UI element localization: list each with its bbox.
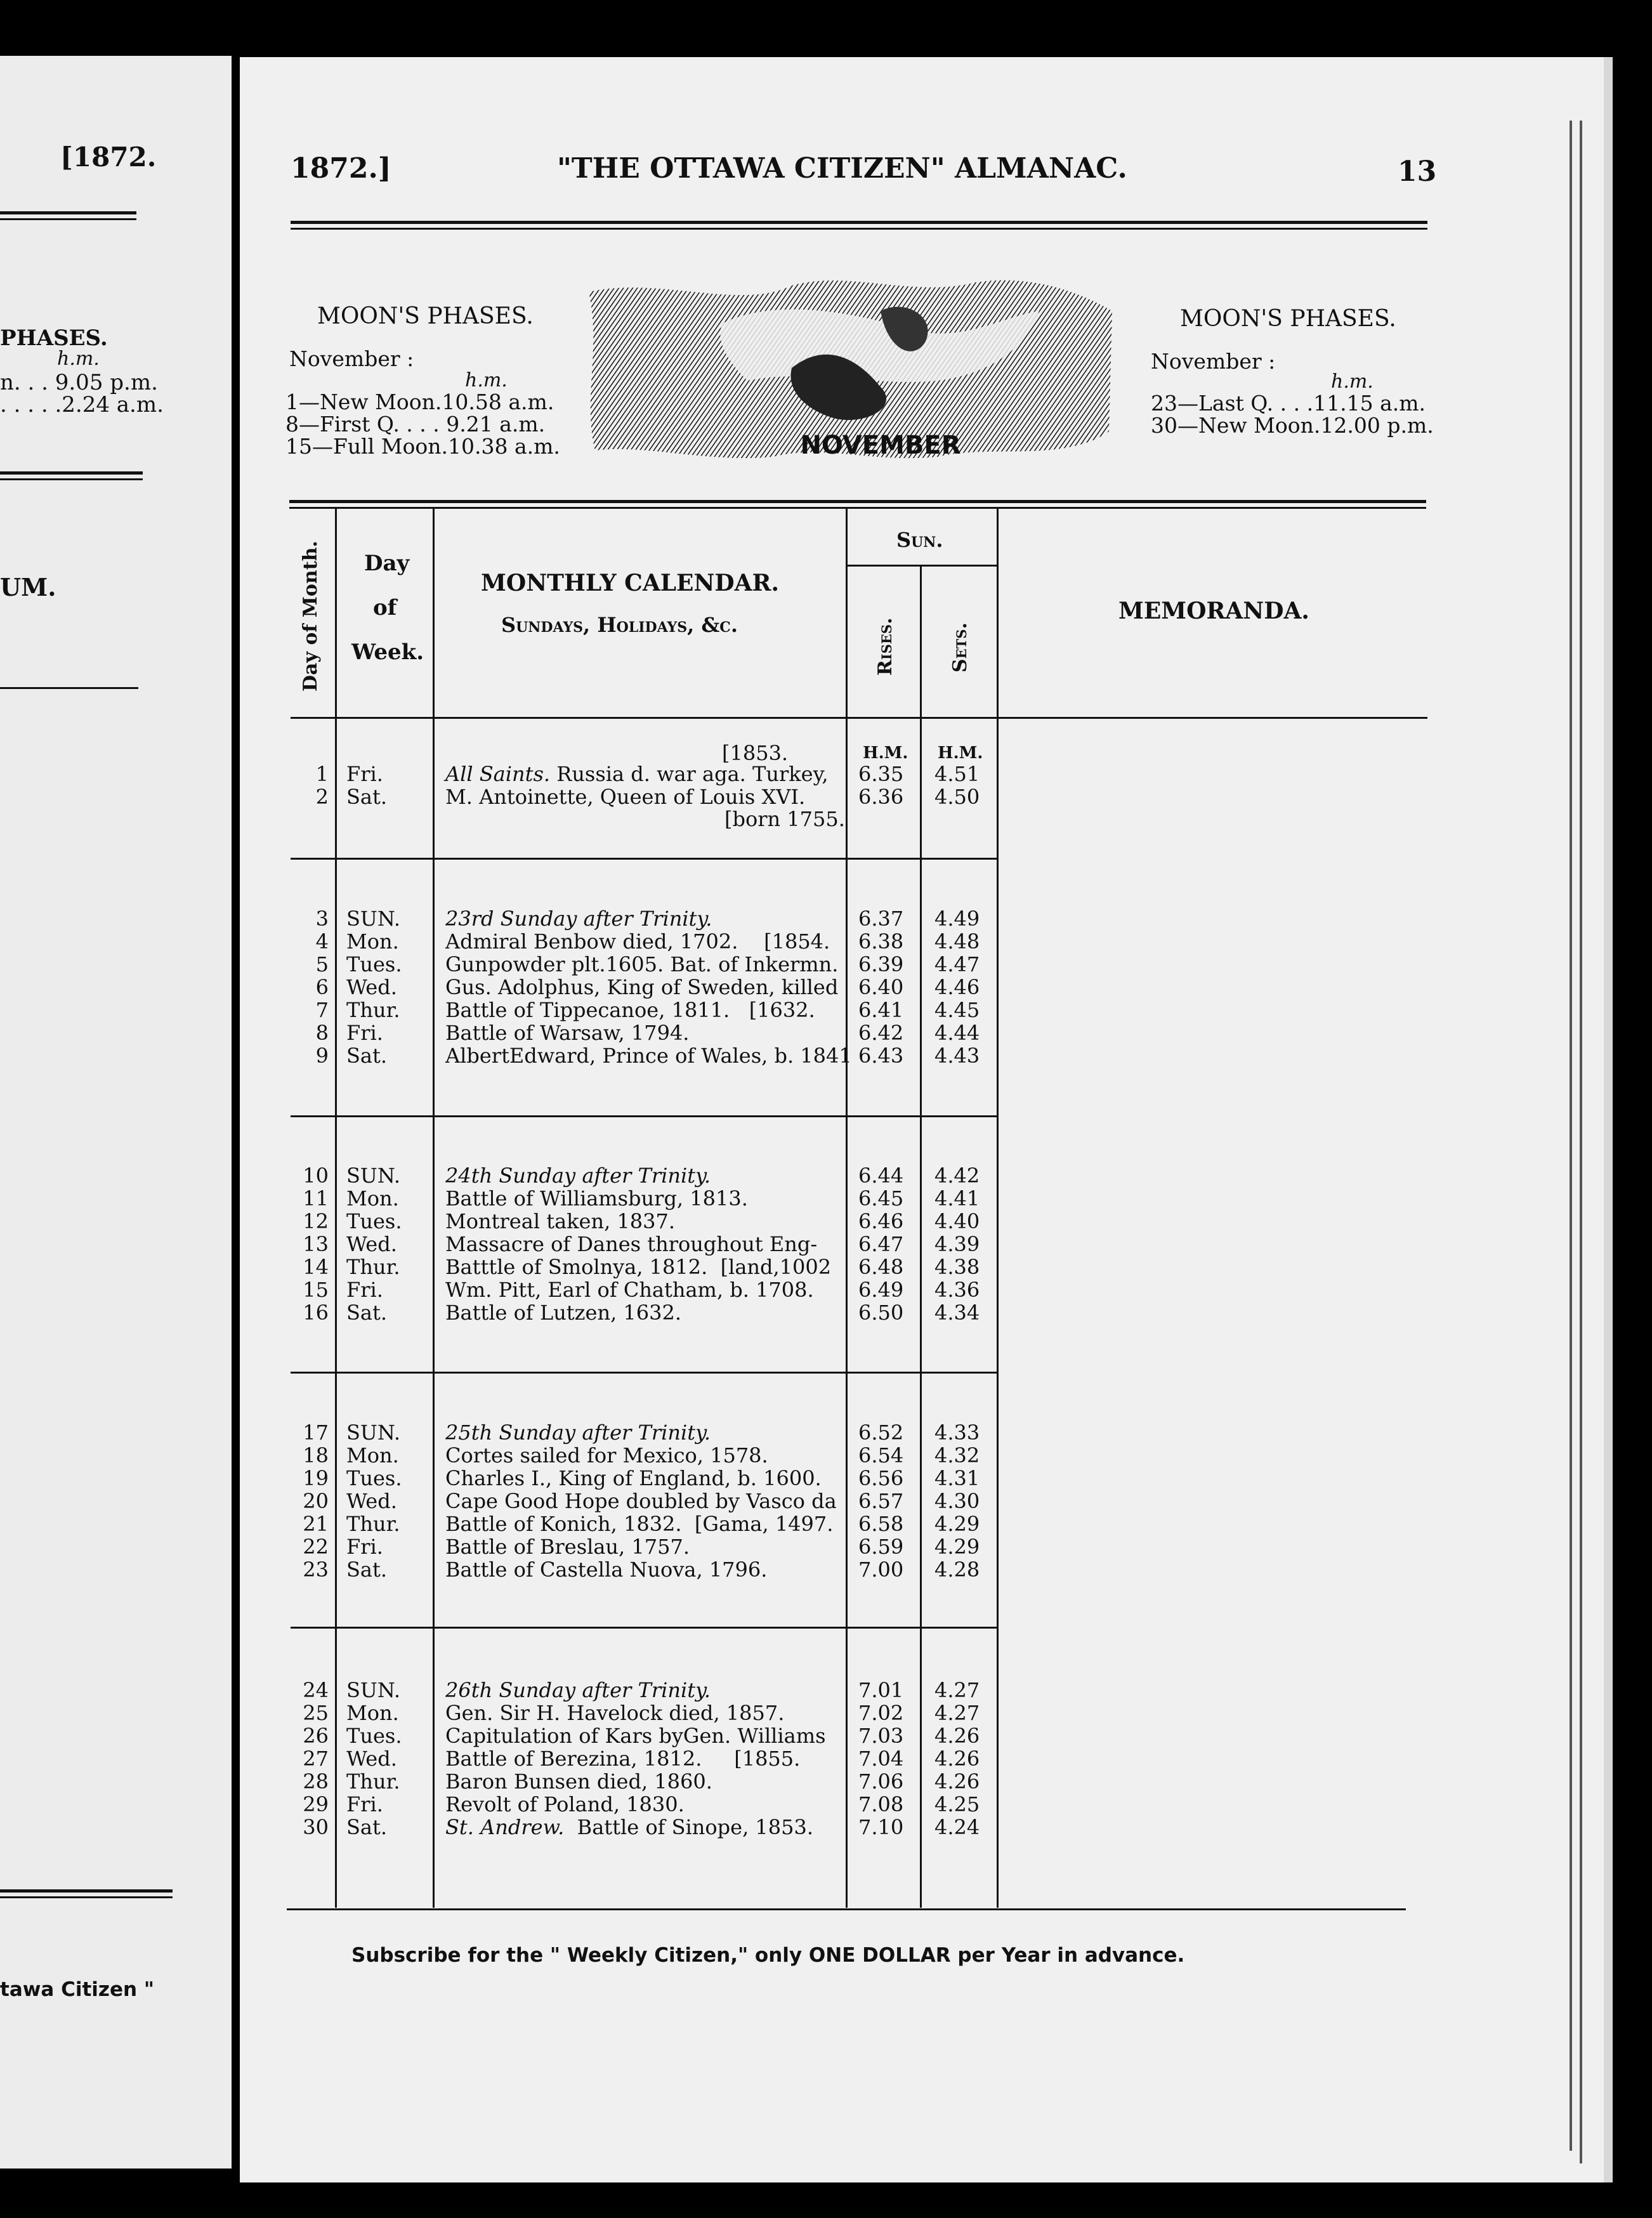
weekday: SUN.: [346, 1164, 401, 1188]
day-number: 9: [315, 1044, 329, 1068]
col-day-of-month: Day of Month.: [299, 541, 322, 692]
event-text: [445, 1256, 831, 1278]
almanac-page: [240, 57, 1613, 2182]
page-edge: [1580, 121, 1582, 2163]
sunset-time: 4.41: [934, 1186, 980, 1211]
event-text: [445, 907, 712, 930]
week-rule: [291, 1115, 997, 1117]
event-description: Capitulation of Kars byGen. Williams: [445, 1724, 826, 1748]
left-page-um: UM.: [0, 573, 56, 601]
left-rule: [0, 471, 143, 480]
sunset-time: 4.42: [934, 1164, 980, 1188]
day-number: 26: [303, 1724, 329, 1748]
moon-right-title: MOON'S PHASES.: [1180, 306, 1396, 332]
sunrise-time: 6.42: [858, 1021, 904, 1045]
event-text: [445, 1044, 852, 1067]
note-1853: [1853.: [722, 741, 789, 765]
sunset-time: 4.34: [934, 1301, 980, 1325]
table-bottom-rule: [287, 1908, 1406, 1910]
sunrise-time: 6.39: [858, 952, 904, 976]
sunrise-time: 6.38: [858, 929, 904, 954]
left-page-line1: n. . . 9.05 p.m.: [0, 370, 158, 395]
left-rule: [0, 1889, 173, 1898]
event-text: [445, 999, 815, 1021]
event-text: [445, 1793, 685, 1816]
moon-left-hm: h.m.: [465, 369, 508, 391]
day-number: 10: [303, 1164, 329, 1188]
event-description: Battle of Breslau, 1757.: [445, 1535, 690, 1559]
sunrise-time: 6.58: [858, 1512, 904, 1536]
event-description: Gunpowder plt.1605. Bat. of Inkermn.: [445, 952, 839, 976]
weekday: Tues.: [346, 1724, 402, 1748]
weekday: Thur.: [346, 1512, 400, 1536]
sunset-time: 4.27: [934, 1701, 980, 1725]
sunrise-time: 7.06: [858, 1769, 904, 1794]
sunrise-time: 6.40: [858, 975, 904, 999]
sunset-time: 4.33: [934, 1421, 980, 1445]
col-of: of: [373, 595, 397, 620]
weekday: Fri.: [346, 762, 383, 786]
weekday: Mon.: [346, 1443, 399, 1467]
day-number: 20: [303, 1489, 329, 1513]
event-description: Battle of Berezina, 1812. [1855.: [445, 1747, 801, 1771]
weekday: Tues.: [346, 1466, 402, 1490]
sunset-time: 4.32: [934, 1443, 980, 1467]
sunrise-time: 6.43: [858, 1044, 904, 1068]
event-description: Wm. Pitt, Earl of Chatham, b. 1708.: [445, 1278, 814, 1302]
event-text: [445, 1535, 690, 1558]
event-text: [445, 763, 829, 785]
weekday: Sat.: [346, 1301, 388, 1325]
weekday: Mon.: [346, 929, 399, 954]
sunset-time: 4.26: [934, 1724, 980, 1748]
column-rule: [920, 565, 922, 1908]
event-text: [445, 1233, 817, 1256]
sunset-time: 4.36: [934, 1278, 980, 1302]
sunset-time: 4.26: [934, 1769, 980, 1794]
weekday: Sat.: [346, 1558, 388, 1582]
sunset-time: 4.29: [934, 1535, 980, 1559]
sunrise-time: 6.46: [858, 1209, 904, 1233]
event-emphasis: 24th Sunday after Trinity.: [445, 1164, 711, 1188]
event-emphasis: St. Andrew.: [445, 1815, 565, 1839]
sunrise-time: 6.54: [858, 1443, 904, 1467]
sunrise-time: 6.41: [858, 998, 904, 1022]
event-text: [445, 1421, 711, 1444]
day-number: 19: [303, 1466, 329, 1490]
event-description: Cape Good Hope doubled by Vasco da: [445, 1489, 837, 1513]
day-number: 1: [315, 762, 329, 786]
event-text: [445, 1444, 768, 1467]
weekday: SUN.: [346, 1421, 401, 1445]
event-text: [445, 1702, 784, 1724]
note-born-1755: [born 1755.: [724, 807, 845, 831]
event-text: [445, 1770, 712, 1793]
day-number: 28: [303, 1769, 329, 1794]
event-description: AlbertEdward, Prince of Wales, b. 1841: [445, 1044, 852, 1068]
event-description: Charles I., King of England, b. 1600.: [445, 1466, 822, 1490]
left-page-year: [1872.: [60, 141, 157, 173]
table-top-rule: [289, 500, 1426, 509]
sunrise-time: 7.08: [858, 1792, 904, 1816]
weekday: Wed.: [346, 1489, 397, 1513]
col-calendar: MONTHLY CALENDAR.: [481, 570, 780, 596]
event-description: Massacre of Danes throughout Eng-: [445, 1232, 818, 1256]
event-text: [445, 785, 805, 808]
sunrise-time: 6.37: [858, 907, 904, 931]
weekday: Sat.: [346, 785, 388, 809]
event-description: M. Antoinette, Queen of Louis XVI.: [445, 785, 806, 809]
sunset-time: 4.38: [934, 1255, 980, 1279]
weekday: Thur.: [346, 998, 400, 1022]
sunset-time: 4.51: [934, 762, 980, 786]
sunset-time: 4.46: [934, 975, 980, 999]
day-number: 4: [315, 929, 329, 954]
event-text: [445, 1679, 711, 1702]
sunrise-time: 6.48: [858, 1255, 904, 1279]
week-rule: [291, 1627, 997, 1629]
event-text: [445, 1021, 689, 1044]
weekday: Wed.: [346, 975, 397, 999]
event-emphasis: 26th Sunday after Trinity.: [445, 1678, 711, 1702]
hm-sets: H.M.: [938, 744, 983, 763]
header-rule: [291, 221, 1427, 230]
event-text: [445, 953, 838, 976]
weekday: Fri.: [346, 1535, 383, 1559]
sunset-time: 4.48: [934, 929, 980, 954]
sunrise-time: 6.50: [858, 1301, 904, 1325]
page-edge: [1570, 121, 1572, 2151]
weekday: Tues.: [346, 1209, 402, 1233]
event-description: Battle of Sinope, 1853.: [564, 1815, 814, 1839]
day-number: 7: [315, 998, 329, 1022]
sunset-time: 4.27: [934, 1678, 980, 1702]
sunrise-time: 6.59: [858, 1535, 904, 1559]
event-text: [445, 930, 830, 953]
day-number: 14: [303, 1255, 329, 1279]
moon-left-entry: 1—New Moon.10.58 a.m.: [285, 390, 554, 414]
sunrise-time: 6.56: [858, 1466, 904, 1490]
event-text: [445, 1490, 837, 1513]
weekday: SUN.: [346, 907, 401, 931]
event-description: Battle of Tippecanoe, 1811. [1632.: [445, 998, 815, 1022]
left-rule: [0, 211, 136, 220]
col-memoranda: MEMORANDA.: [1118, 598, 1309, 624]
november-banner: NOVEMBER: [800, 431, 961, 460]
page-number: 13: [1398, 155, 1437, 188]
event-text: [445, 1816, 813, 1839]
event-description: Montreal taken, 1837.: [445, 1209, 676, 1233]
event-description: Battle of Castella Nuova, 1796.: [445, 1558, 768, 1582]
sunrise-time: 7.10: [858, 1815, 904, 1839]
event-emphasis: 23rd Sunday after Trinity.: [445, 907, 712, 931]
moon-right-month: November :: [1151, 349, 1276, 374]
sunrise-time: 7.03: [858, 1724, 904, 1748]
sunrise-time: 7.01: [858, 1678, 904, 1702]
day-number: 18: [303, 1443, 329, 1467]
event-description: Battle of Williamsburg, 1813.: [445, 1186, 748, 1211]
event-description: Russia d. war aga. Turkey,: [550, 762, 829, 786]
day-number: 6: [315, 975, 329, 999]
sunset-time: 4.43: [934, 1044, 980, 1068]
weekday: Wed.: [346, 1232, 397, 1256]
col-sun: Sun.: [896, 528, 943, 552]
sunset-time: 4.47: [934, 952, 980, 976]
november-engraving-icon: [582, 273, 1115, 463]
day-number: 16: [303, 1301, 329, 1325]
event-description: Admiral Benbow died, 1702. [1854.: [445, 929, 830, 954]
sunrise-time: 7.00: [858, 1558, 904, 1582]
event-emphasis: All Saints.: [445, 762, 551, 786]
sunset-time: 4.39: [934, 1232, 980, 1256]
sunset-time: 4.24: [934, 1815, 980, 1839]
sunrise-time: 6.44: [858, 1164, 904, 1188]
left-page-line2: . . . . .2.24 a.m.: [0, 392, 164, 417]
header-bottom-rule: [291, 717, 1427, 719]
event-description: Baron Bunsen died, 1860.: [445, 1769, 712, 1794]
weekday: Tues.: [346, 952, 402, 976]
day-number: 5: [315, 952, 329, 976]
moon-left-entry: 15—Full Moon.10.38 a.m.: [285, 434, 560, 459]
event-text: [445, 1278, 814, 1301]
weekday: Fri.: [346, 1278, 383, 1302]
moon-left-entry: 8—First Q. . . . 9.21 a.m.: [285, 412, 546, 436]
event-text: [445, 1558, 767, 1581]
sunrise-time: 6.57: [858, 1489, 904, 1513]
moon-right-entry: 30—New Moon.12.00 p.m.: [1151, 413, 1434, 438]
hm-rises: H.M.: [863, 744, 908, 763]
sunrise-time: 7.02: [858, 1701, 904, 1725]
day-number: 2: [315, 785, 329, 809]
sunrise-time: 6.52: [858, 1421, 904, 1445]
weekday: Wed.: [346, 1747, 397, 1771]
weekday: Mon.: [346, 1701, 399, 1725]
day-number: 27: [303, 1747, 329, 1771]
header-title: "THE OTTAWA CITIZEN" ALMANAC.: [557, 152, 1127, 185]
event-description: Cortes sailed for Mexico, 1578.: [445, 1443, 768, 1467]
header-year: 1872.]: [291, 152, 391, 185]
left-page-hm: h.m.: [57, 348, 100, 370]
day-number: 30: [303, 1815, 329, 1839]
event-description: Gus. Adolphus, King of Sweden, killed: [445, 975, 839, 999]
col-calendar-sub: Sundays, Holidays, &c.: [501, 613, 738, 637]
event-text: [445, 1513, 833, 1535]
sunset-time: 4.30: [934, 1489, 980, 1513]
day-number: 3: [315, 907, 329, 931]
sunrise-time: 6.47: [858, 1232, 904, 1256]
day-number: 17: [303, 1421, 329, 1445]
day-number: 24: [303, 1678, 329, 1702]
sun-rule: [846, 565, 997, 567]
day-number: 22: [303, 1535, 329, 1559]
weekday: Fri.: [346, 1792, 383, 1816]
sunset-time: 4.26: [934, 1747, 980, 1771]
sunset-time: 4.31: [934, 1466, 980, 1490]
left-rule: [0, 687, 138, 689]
event-description: Revolt of Poland, 1830.: [445, 1792, 685, 1816]
day-number: 15: [303, 1278, 329, 1302]
weekday: Sat.: [346, 1044, 388, 1068]
sunset-time: 4.49: [934, 907, 980, 931]
moon-left-title: MOON'S PHASES.: [317, 303, 534, 329]
sunset-time: 4.29: [934, 1512, 980, 1536]
event-text: [445, 1301, 681, 1324]
sunset-time: 4.45: [934, 998, 980, 1022]
sunrise-time: 6.35: [858, 762, 904, 786]
day-number: 13: [303, 1232, 329, 1256]
event-text: [445, 976, 838, 999]
moon-right-hm: h.m.: [1331, 371, 1373, 393]
event-text: [445, 1747, 800, 1770]
sunrise-time: 7.04: [858, 1747, 904, 1771]
event-text: [445, 1210, 675, 1233]
event-text: [445, 1164, 711, 1187]
weekday: Thur.: [346, 1255, 400, 1279]
weekday: Mon.: [346, 1186, 399, 1211]
day-number: 8: [315, 1021, 329, 1045]
moon-left-month: November :: [289, 346, 414, 371]
event-description: Gen. Sir H. Havelock died, 1857.: [445, 1701, 785, 1725]
moon-right-entry: 23—Last Q. . . .11.15 a.m.: [1151, 391, 1426, 416]
event-description: Battle of Warsaw, 1794.: [445, 1021, 690, 1045]
weekday: Fri.: [346, 1021, 383, 1045]
event-description: Battle of Lutzen, 1632.: [445, 1301, 682, 1325]
weekday: Thur.: [346, 1769, 400, 1794]
col-rises: Rises.: [874, 617, 896, 676]
day-number: 23: [303, 1558, 329, 1582]
week-rule: [291, 858, 997, 860]
event-text: [445, 1187, 748, 1210]
left-facing-page: [0, 56, 232, 2169]
day-number: 25: [303, 1701, 329, 1725]
day-number: 29: [303, 1792, 329, 1816]
sunrise-time: 6.49: [858, 1278, 904, 1302]
sunset-time: 4.40: [934, 1209, 980, 1233]
day-number: 21: [303, 1512, 329, 1536]
left-page-citizen: tawa Citizen ": [0, 1978, 154, 2001]
event-description: Batttle of Smolnya, 1812. [land,1002: [445, 1255, 832, 1279]
sunrise-time: 6.45: [858, 1186, 904, 1211]
event-text: [445, 1724, 825, 1747]
col-week: Week.: [351, 640, 424, 665]
sunset-time: 4.25: [934, 1792, 980, 1816]
weekday: Sat.: [346, 1815, 388, 1839]
day-number: 12: [303, 1209, 329, 1233]
day-number: 11: [303, 1186, 329, 1211]
col-sets: Sets.: [949, 622, 971, 673]
sunset-time: 4.28: [934, 1558, 980, 1582]
col-day: Day: [364, 551, 410, 576]
left-page-phases: PHASES.: [0, 325, 108, 351]
event-text: [445, 1467, 822, 1490]
event-description: Battle of Konich, 1832. [Gama, 1497.: [445, 1512, 834, 1536]
sunset-time: 4.50: [934, 785, 980, 809]
weekday: SUN.: [346, 1678, 401, 1702]
sunrise-time: 6.36: [858, 785, 904, 809]
week-rule: [291, 1372, 997, 1374]
event-emphasis: 25th Sunday after Trinity.: [445, 1421, 711, 1445]
footer-advert: Subscribe for the " Weekly Citizen," only ONE DOLLAR per Year in advance.: [351, 1944, 1185, 1967]
sunset-time: 4.44: [934, 1021, 980, 1045]
